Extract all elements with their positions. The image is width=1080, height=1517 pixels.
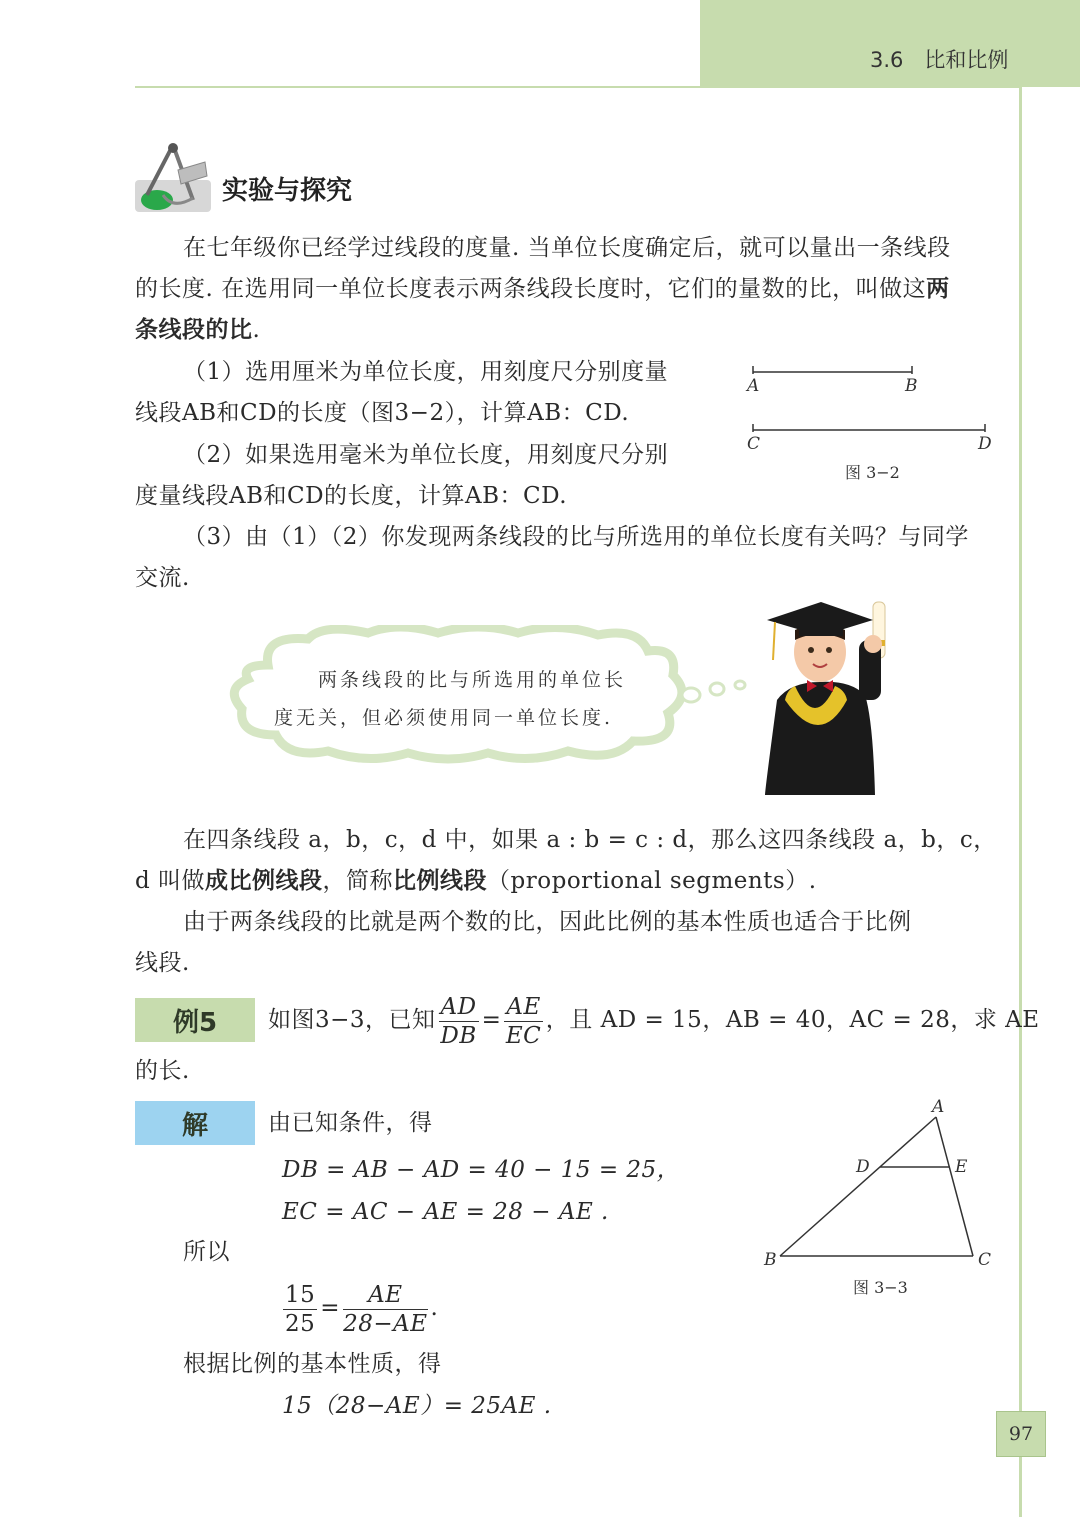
step-1-line-1: （1）选用厘米为单位长度，用刻度尺分别度量 bbox=[183, 359, 669, 385]
cloud-line-2: 度无关，但必须使用同一单位长度. bbox=[274, 707, 614, 729]
step-2-line-1: （2）如果选用毫米为单位长度，用刻度尺分别 bbox=[183, 442, 669, 468]
solution-label: 解 bbox=[135, 1101, 255, 1145]
intro-line-3: 条线段的比. bbox=[135, 317, 261, 343]
example-statement: 如图3−3，已知 $\frac{AD}{DB}$ = $\frac{AE}{EC}$ ，且 AD = 15，AB = 40，AC = 28，求 AE bbox=[268, 993, 1040, 1049]
point-d-label: D bbox=[978, 434, 992, 454]
vertex-a-label: A bbox=[932, 1097, 945, 1117]
fraction-ae-28-ae: $\frac{AE}{28-AE}$ bbox=[343, 1281, 428, 1337]
definition-line-3: 由于两条线段的比就是两个数的比，因此比例的基本性质也适合于比例 bbox=[183, 909, 912, 935]
definition-line-4: 线段. bbox=[135, 950, 190, 976]
fraction-ad-db: $\frac{AD}{DB}$ bbox=[440, 993, 477, 1049]
step-3-line-1: （3）由（1）（2）你发现两条线段的比与所选用的单位长度有关吗？与同学 bbox=[183, 524, 969, 550]
page-number: 97 bbox=[996, 1411, 1046, 1457]
solution-line-1: 由已知条件，得 bbox=[268, 1110, 433, 1136]
vertex-d-label: D bbox=[856, 1157, 870, 1177]
right-margin-rule bbox=[1019, 87, 1022, 1517]
step-3-line-2: 交流. bbox=[135, 565, 190, 591]
solution-eq-2: EC = AC − AE = 28 − AE . bbox=[282, 1199, 609, 1225]
section-title: 实验与探究 bbox=[222, 176, 353, 206]
solution-eq-1: DB = AB − AD = 40 − 15 = 25， bbox=[282, 1157, 681, 1183]
figure-3-3 bbox=[760, 1095, 1000, 1300]
figure-3-2 bbox=[745, 360, 1005, 485]
segment-lines bbox=[745, 360, 1005, 450]
triangle-diagram bbox=[760, 1095, 1000, 1275]
chapter-title: 3.6 比和比例 bbox=[870, 48, 1009, 72]
figure-3-2-caption: 图 3−2 bbox=[845, 463, 900, 482]
graduate-child-illustration bbox=[755, 600, 890, 795]
header-rule bbox=[135, 86, 1021, 88]
cloud-line-1: 两条线段的比与所选用的单位长 bbox=[318, 669, 627, 691]
solution-property-line: 根据比例的基本性质，得 bbox=[183, 1351, 442, 1377]
example-line-2: 的长. bbox=[135, 1058, 190, 1084]
definition-line-1: 在四条线段 a，b，c，d 中，如果 a : b = c : d，那么这四条线段 a，b，c， bbox=[183, 827, 997, 853]
intro-line-1: 在七年级你已经学过线段的度量. 当单位长度确定后，就可以量出一条线段 bbox=[183, 235, 951, 261]
vertex-c-label: C bbox=[978, 1250, 992, 1270]
compass-ruler-icon bbox=[133, 140, 213, 219]
example-label: 例5 bbox=[135, 998, 255, 1042]
definition-line-2: d 叫做成比例线段，简称比例线段（proportional segments）. bbox=[135, 868, 817, 894]
intro-line-2: 的长度. 在选用同一单位长度表示两条线段长度时，它们的量数的比，叫做这两 bbox=[135, 276, 950, 302]
point-a-label: A bbox=[747, 376, 760, 396]
solution-eq-4: 15（28−AE）= 25AE . bbox=[282, 1393, 552, 1419]
fraction-ae-ec: $\frac{AE}{EC}$ bbox=[505, 993, 542, 1049]
solution-proportion: $\frac{15}{25}$ = $\frac{AE}{28-AE}$ . bbox=[285, 1281, 439, 1337]
step-1-line-2: 线段AB和CD的长度（图3−2），计算AB：CD. bbox=[135, 400, 630, 426]
step-2-line-2: 度量线段AB和CD的长度，计算AB：CD. bbox=[135, 483, 568, 509]
solution-so: 所以 bbox=[183, 1239, 230, 1265]
point-b-label: B bbox=[905, 376, 918, 396]
vertex-b-label: B bbox=[764, 1250, 777, 1270]
vertex-e-label: E bbox=[955, 1157, 968, 1177]
point-c-label: C bbox=[747, 434, 761, 454]
thought-cloud bbox=[228, 625, 758, 765]
figure-3-3-caption: 图 3−3 bbox=[853, 1278, 908, 1297]
fraction-15-25: $\frac{15}{25}$ bbox=[285, 1281, 316, 1337]
